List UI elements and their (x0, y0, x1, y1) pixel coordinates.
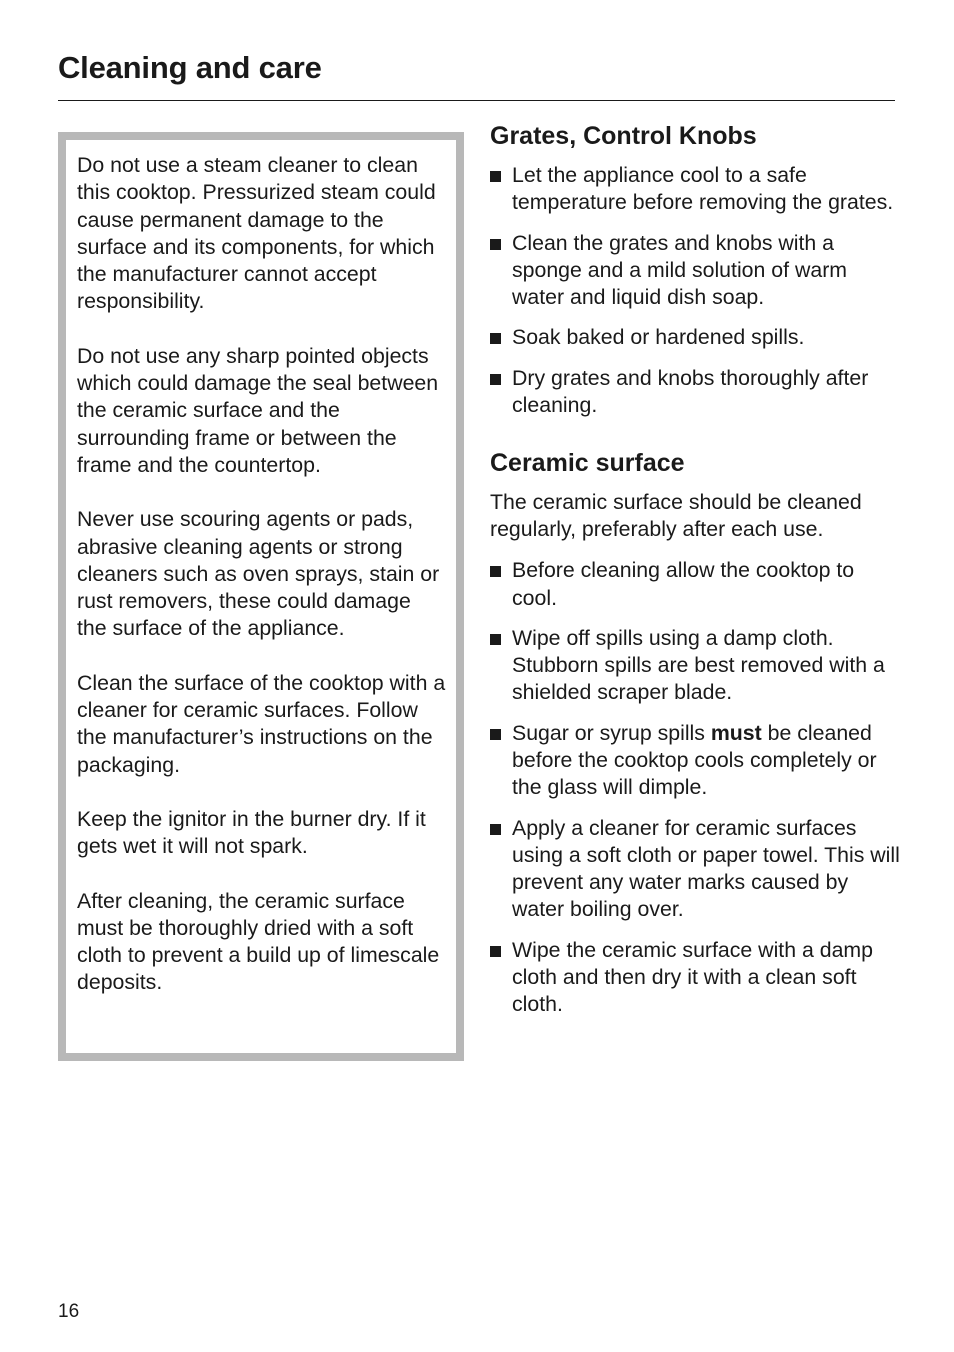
warning-ignitor-dry: Keep the ignitor in the burner dry. If it gets wet it will not spark. (77, 806, 426, 859)
list-item (490, 365, 900, 419)
list-item (490, 815, 900, 923)
list-item (490, 937, 900, 1018)
list-item-text: Soak baked or hardened spills. (512, 325, 805, 350)
title-divider (58, 100, 895, 101)
square-bullet-icon (490, 729, 501, 740)
page-number: 16 (58, 1301, 80, 1322)
list-item-text-before: Sugar or syrup spills (512, 720, 711, 745)
square-bullet-icon (490, 171, 501, 182)
list-item-text-after: be cleaned before the cooktop cools completely or the glass will dimple. (512, 720, 877, 800)
square-bullet-icon (490, 333, 501, 344)
warning-scouring-agents: Never use scouring agents or pads, abrasive cleaning agents or strong cleaners such as oven sprays, stain or rust removers, these could damage the surface of the appliance. (77, 507, 440, 641)
warning-steam-cleaner: Do not use a steam cleaner to clean this cooktop. Pressurized steam could cause permanent damage to the surface and its components, for which the manufacturer cannot accept responsibility. (77, 153, 436, 314)
warning-sharp-objects: Do not use any sharp pointed objects which could damage the seal between the ceramic surface and the surrounding frame or between the frame and the countertop. (77, 343, 439, 477)
list-item (490, 625, 900, 706)
list-item-text: Before cleaning allow the cooktop to cool. (512, 558, 855, 610)
list-item (490, 162, 900, 216)
list-item-text: Wipe the ceramic surface with a damp cloth and then dry it with a clean soft cloth. (512, 937, 874, 1016)
grates-heading: Grates, Control Knobs (490, 122, 757, 150)
ceramic-list (490, 557, 900, 1017)
list-item (490, 324, 900, 351)
must-emphasis: must (710, 720, 762, 745)
square-bullet-icon (490, 374, 501, 385)
warning-box (58, 132, 464, 1061)
list-item (490, 557, 900, 611)
page-title: Cleaning and care (58, 50, 322, 85)
list-item (490, 720, 900, 801)
ceramic-heading: Ceramic surface (490, 449, 685, 478)
ceramic-intro: The ceramic surface should be cleaned regularly, preferably after each use. (490, 490, 862, 542)
grates-list (490, 162, 900, 419)
square-bullet-icon (490, 566, 501, 577)
list-item-text: Dry grates and knobs thoroughly after cleaning. (512, 366, 869, 418)
list-item-text: Wipe off spills using a damp cloth. Stubborn spills are best removed with a shielded scraper blade. (512, 626, 885, 705)
square-bullet-icon (490, 239, 501, 250)
square-bullet-icon (490, 634, 501, 645)
warning-dry-surface: After cleaning, the ceramic surface must be thoroughly dried with a soft cloth to prevent a build up of limescale deposits. (77, 888, 440, 995)
list-item-text: Let the appliance cool to a safe temperature before removing the grates. (512, 163, 894, 215)
list-item-text: Clean the grates and knobs with a sponge and a mild solution of warm water and liquid dish soap. (512, 230, 848, 309)
list-item-text: Apply a cleaner for ceramic surfaces using a soft cloth or paper towel. This will prevent any water marks caused by water boiling over. (512, 815, 900, 921)
warning-ceramic-cleaner: Clean the surface of the cooktop with a cleaner for ceramic surfaces. Follow the manufacturer’s instructions on the packaging. (77, 670, 446, 777)
list-item (490, 230, 900, 311)
right-column (490, 118, 900, 1018)
square-bullet-icon (490, 946, 501, 957)
square-bullet-icon (490, 824, 501, 835)
